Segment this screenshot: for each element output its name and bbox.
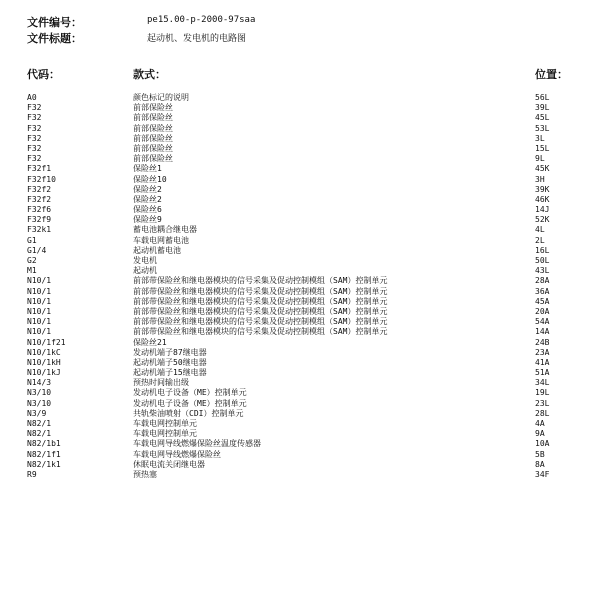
row-position: 45K (535, 164, 550, 174)
row-position: 53L (535, 123, 550, 133)
table-row (0, 327, 600, 337)
row-position: 56L (535, 93, 550, 102)
table-row (0, 266, 600, 276)
table-row (0, 134, 600, 144)
table-row (0, 164, 600, 174)
row-description: 前部带保险丝和继电器模块的信号采集及促动控制模组（SAM）控制单元 (133, 317, 388, 327)
table-row (0, 154, 600, 164)
row-description: 保险丝6 (133, 205, 162, 215)
row-position: 24B (535, 337, 550, 347)
table-row (0, 388, 600, 398)
table-row (0, 215, 600, 225)
row-code: F32 (27, 113, 42, 123)
table-row (0, 113, 600, 123)
row-position: 28L (535, 408, 550, 418)
table-row (0, 144, 600, 154)
row-description: 发动机电子设备（ME）控制单元 (133, 388, 247, 398)
table-row (0, 175, 600, 185)
row-description: 前部带保险丝和继电器模块的信号采集及促动控制模组（SAM）控制单元 (133, 327, 388, 337)
row-code: F32 (27, 123, 42, 133)
row-code: F32f2 (27, 194, 52, 204)
row-position: 4L (535, 225, 545, 235)
row-position: 54A (535, 317, 550, 327)
row-code: N10/1f21 (27, 337, 66, 347)
row-code: A0 (27, 93, 37, 102)
doc-number-value: pe15.00-p-2000-97saa (147, 15, 256, 25)
table-row (0, 205, 600, 215)
row-code: N82/1 (27, 419, 52, 428)
row-description: 前部保险丝 (133, 143, 173, 153)
row-position: 14J (535, 205, 550, 215)
row-description: 前部保险丝 (133, 113, 173, 123)
table-row (0, 124, 600, 134)
row-code: R9 (27, 469, 37, 479)
row-description: 保险丝1 (133, 164, 162, 174)
row-code: F32k1 (27, 225, 52, 235)
table-row (0, 358, 600, 368)
row-position: 5B (535, 449, 545, 459)
table-row (0, 439, 600, 449)
row-code: N10/1 (27, 327, 52, 337)
row-description: 发动机端子87继电器 (133, 347, 207, 357)
row-code: N10/1 (27, 296, 52, 306)
row-position: 19L (535, 388, 550, 398)
row-code: N14/3 (27, 378, 52, 388)
row-description: 前部保险丝 (133, 123, 173, 133)
row-code: M1 (27, 266, 37, 276)
table-row (0, 236, 600, 246)
row-code: N10/1 (27, 306, 52, 316)
doc-number-label: 文件编号： (27, 16, 82, 29)
table-row (0, 317, 600, 327)
table-row (0, 195, 600, 205)
table-row (0, 348, 600, 358)
table-row (0, 470, 600, 480)
row-description: 蓄电池耦合继电器 (133, 225, 197, 235)
row-code: G2 (27, 256, 37, 265)
column-header-model: 款式： (133, 68, 166, 81)
row-description: 起动机端子50继电器 (133, 357, 207, 367)
row-position: 39K (535, 184, 550, 194)
table-row (0, 307, 600, 317)
row-description: 起动机 (133, 266, 157, 276)
row-description: 前部带保险丝和继电器模块的信号采集及促动控制模组（SAM）控制单元 (133, 306, 388, 316)
row-description: 预热时间输出级 (133, 378, 189, 388)
column-header-code: 代码： (27, 68, 60, 81)
table-row (0, 368, 600, 378)
row-code: F32f10 (27, 174, 56, 184)
row-position: 2L (535, 235, 545, 245)
table-row (0, 419, 600, 429)
row-code: N10/1kC (27, 347, 61, 357)
row-description: 起动机蓄电池 (133, 245, 181, 255)
table-row (0, 225, 600, 235)
row-description: 保险丝2 (133, 184, 162, 194)
row-position: 43L (535, 266, 550, 276)
row-description: 前部保险丝 (133, 103, 173, 113)
row-description: 车载电网导线燃爆保险丝温度传感器 (133, 439, 261, 449)
row-code: F32f1 (27, 164, 52, 174)
row-description: 共轨柴油喷射（CDI）控制单元 (133, 408, 244, 418)
row-code: N3/9 (27, 408, 47, 418)
row-description: 起动机端子15继电器 (133, 368, 207, 378)
row-position: 23A (535, 347, 550, 357)
row-position: 3H (535, 174, 545, 184)
row-code: N3/10 (27, 398, 52, 408)
table-row (0, 450, 600, 460)
row-code: N10/1kH (27, 357, 61, 367)
row-code: N3/10 (27, 388, 52, 398)
row-position: 9L (535, 154, 545, 164)
table-row (0, 399, 600, 409)
row-position: 34F (535, 469, 550, 479)
row-position: 20A (535, 306, 550, 316)
row-position: 45A (535, 296, 550, 306)
doc-title-label: 文件标题： (27, 32, 82, 45)
table-row (0, 93, 600, 103)
row-position: 9A (535, 429, 545, 439)
table-row (0, 409, 600, 419)
row-position: 45L (535, 113, 550, 123)
row-code: F32 (27, 103, 42, 113)
row-description: 前部保险丝 (133, 154, 173, 164)
row-code: N82/1k1 (27, 459, 61, 469)
row-description: 保险丝21 (133, 337, 167, 347)
table-row (0, 338, 600, 348)
row-description: 车载电网蓄电池 (133, 235, 189, 245)
row-position: 51A (535, 368, 550, 378)
row-position: 8A (535, 459, 545, 469)
row-position: 16L (535, 245, 550, 255)
row-position: 4A (535, 419, 545, 428)
table-row (0, 378, 600, 388)
row-position: 15L (535, 143, 550, 153)
table-row (0, 103, 600, 113)
table-row (0, 185, 600, 195)
row-position: 41A (535, 357, 550, 367)
row-position: 46K (535, 194, 550, 204)
table-row (0, 287, 600, 297)
row-code: N10/1 (27, 276, 52, 286)
row-code: N82/1f1 (27, 449, 61, 459)
row-position: 52K (535, 215, 550, 225)
row-description: 预热塞 (133, 469, 157, 479)
row-position: 3L (535, 133, 545, 143)
row-description: 前部带保险丝和继电器模块的信号采集及促动控制模组（SAM）控制单元 (133, 296, 388, 306)
parts-table (0, 93, 600, 480)
row-code: F32 (27, 154, 42, 164)
table-row (0, 256, 600, 266)
row-description: 前部带保险丝和继电器模块的信号采集及促动控制模组（SAM）控制单元 (133, 276, 388, 286)
row-code: N82/1 (27, 429, 52, 439)
row-position: 50L (535, 256, 550, 265)
row-code: N10/1kJ (27, 368, 61, 378)
row-code: F32 (27, 133, 42, 143)
row-description: 前部带保险丝和继电器模块的信号采集及促动控制模组（SAM）控制单元 (133, 286, 388, 296)
row-code: N10/1 (27, 286, 52, 296)
row-code: F32f2 (27, 184, 52, 194)
row-description: 车载电网控制单元 (133, 419, 197, 428)
row-description: 保险丝10 (133, 174, 167, 184)
row-code: F32 (27, 143, 42, 153)
row-description: 前部保险丝 (133, 133, 173, 143)
table-row (0, 460, 600, 470)
row-code: F32f9 (27, 215, 52, 225)
row-description: 保险丝9 (133, 215, 162, 225)
row-description: 休眠电流关闭继电器 (133, 459, 205, 469)
row-position: 36A (535, 286, 550, 296)
table-row (0, 429, 600, 439)
row-description: 车载电网导线燃爆保险丝 (133, 449, 221, 459)
row-code: N10/1 (27, 317, 52, 327)
row-description: 保险丝2 (133, 194, 162, 204)
row-code: G1 (27, 235, 37, 245)
doc-title-value: 起动机、发电机的电路图 (147, 34, 247, 44)
row-description: 车载电网控制单元 (133, 429, 197, 439)
row-description: 颜色标记的说明 (133, 93, 189, 102)
table-row (0, 276, 600, 286)
row-position: 14A (535, 327, 550, 337)
column-header-position: 位置： (535, 68, 568, 81)
row-description: 发电机 (133, 256, 157, 265)
row-position: 23L (535, 398, 550, 408)
row-position: 28A (535, 276, 550, 286)
row-code: N82/1b1 (27, 439, 61, 449)
row-position: 34L (535, 378, 550, 388)
table-row (0, 297, 600, 307)
row-description: 发动机电子设备（ME）控制单元 (133, 398, 247, 408)
row-position: 10A (535, 439, 550, 449)
row-code: F32f6 (27, 205, 52, 215)
table-row (0, 246, 600, 256)
row-code: G1/4 (27, 245, 47, 255)
row-position: 39L (535, 103, 550, 113)
